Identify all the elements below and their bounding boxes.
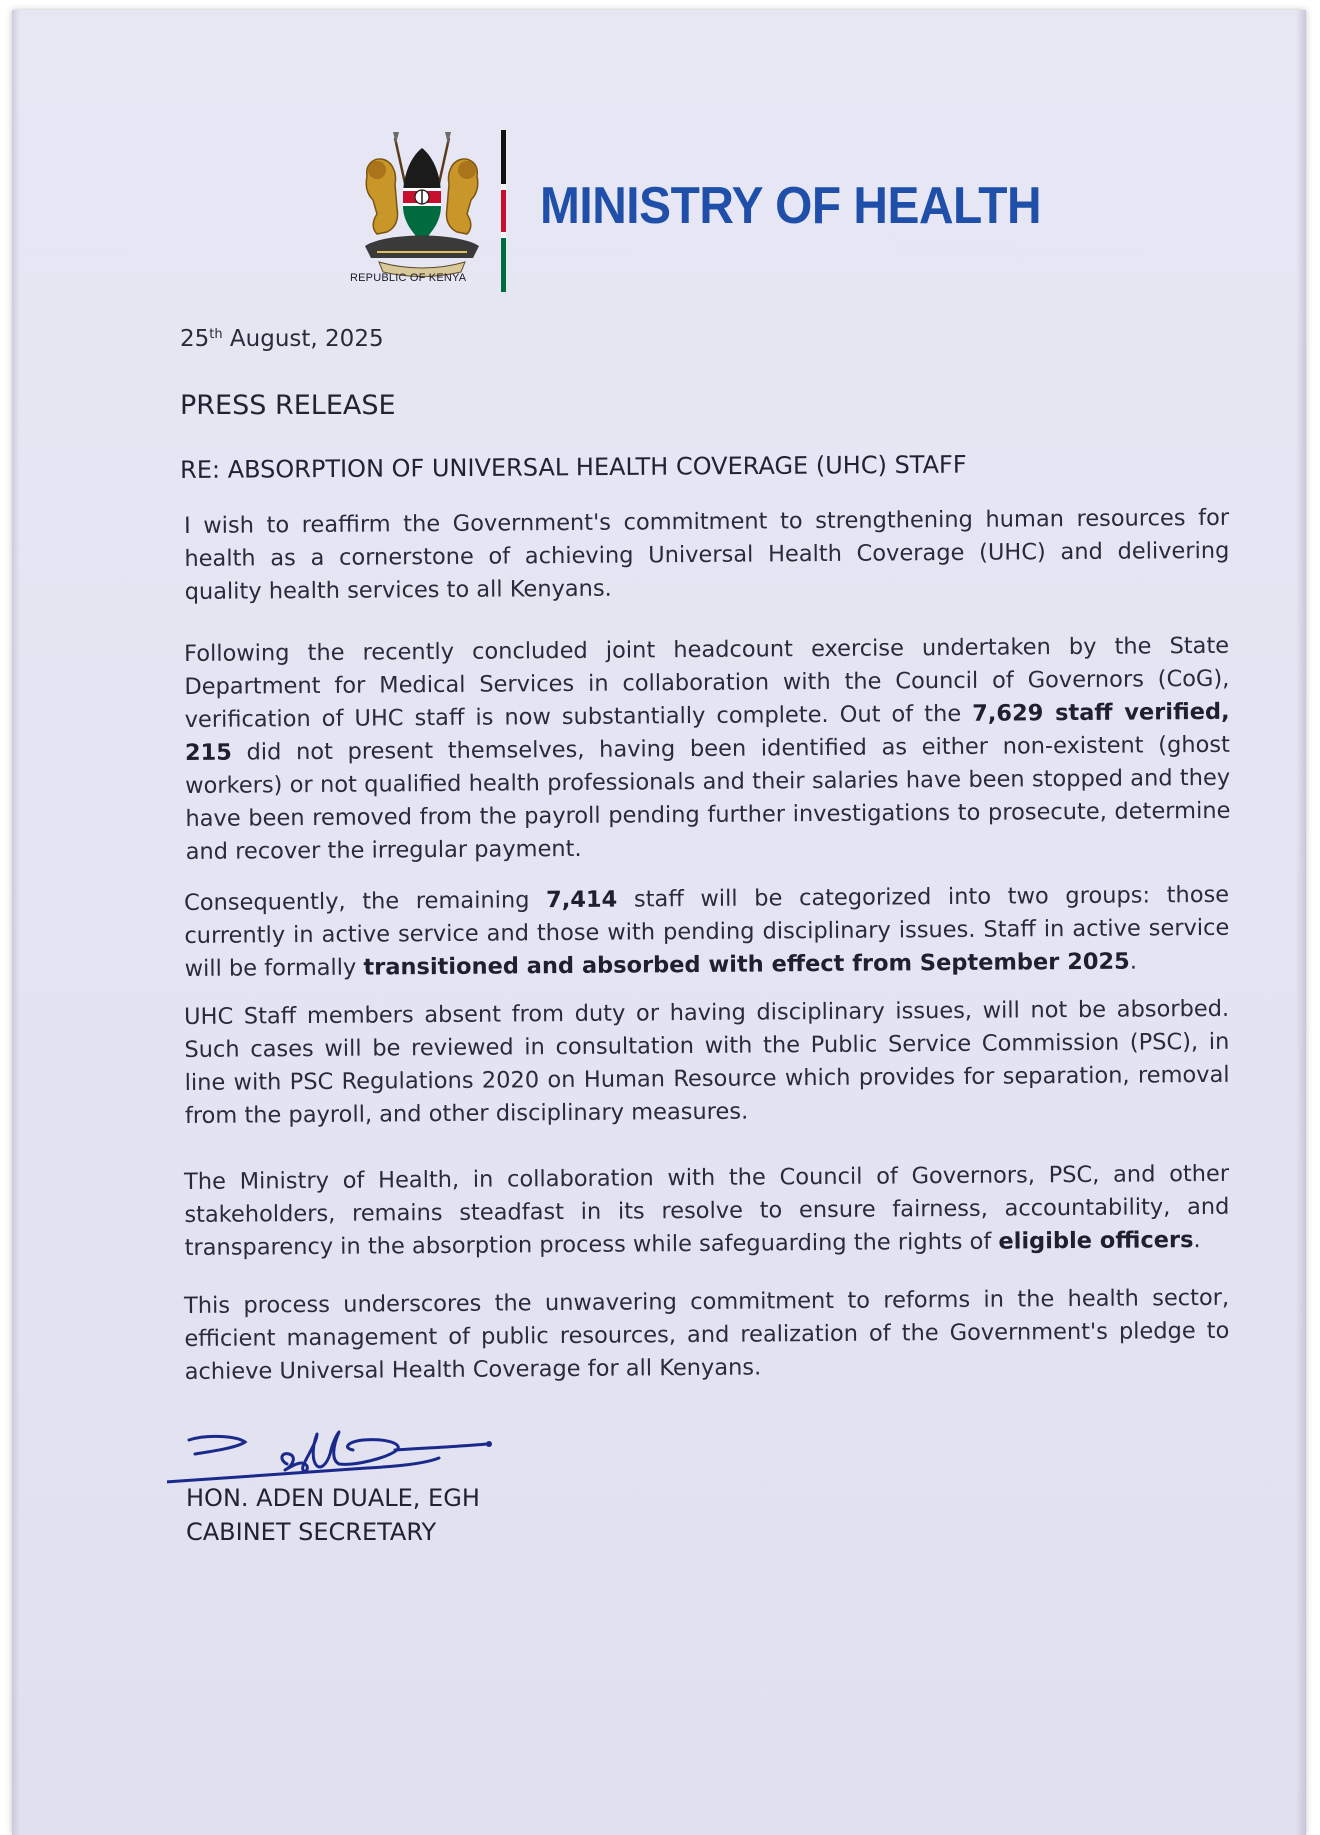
ministry-title: MINISTRY OF HEALTH [540, 177, 1042, 235]
paragraph-3-start: Consequently, the remaining [184, 887, 547, 916]
document-heading: PRESS RELEASE [180, 390, 396, 421]
date-day: 25 [180, 326, 210, 352]
paragraph-5 [184, 1158, 1230, 1265]
paragraph-5-end: . [1193, 1227, 1201, 1254]
paragraph-2-start: Following the recently concluded joint headcount exercise undertaken by the State Department for Medical Services in collaboration with the Council of Governors (CoG), verification of UHC staff is now substantially complete. Out of the [184, 632, 1230, 733]
paragraph-1: I wish to reaffirm the Government's commitment to strengthening human resources for health as a cornerstone of achieving Universal Health Coverage (UHC) and delivering quality health services to all Kenyans. [184, 504, 1230, 605]
staff-verified-figures: 7,629 staff verified, 215 [184, 698, 1230, 766]
remaining-staff-figure: 7,414 [546, 886, 618, 914]
flag-black-segment [501, 130, 506, 184]
paragraph-3-mid: staff will be categorized into two groups: those currently in active service and those with pending disciplinary issues. Staff in active service will be formally [184, 881, 1230, 982]
document-page [12, 10, 1306, 1835]
eligible-officers-emphasis: eligible officers [998, 1227, 1194, 1255]
flag-divider-bar [501, 130, 506, 292]
subject-line: RE: ABSORPTION OF UNIVERSAL HEALTH COVERAGE (UHC) STAFF [180, 450, 967, 484]
paragraph-4: UHC Staff members absent from duty or having disciplinary issues, will not be absorbed. Such cases will be reviewed in consultation with the Public Service Commission (PSC), in line with PSC Regulations 2020 on Human Resource which provides for separation, removal from the payroll, and other disciplinary measures. [184, 995, 1230, 1129]
paragraph-3 [184, 879, 1230, 986]
paragraph-3-end: . [1129, 948, 1138, 975]
date-suffix: th [209, 327, 223, 342]
letter-date [180, 326, 384, 352]
paragraph-2-end: did not present themselves, having been identified as either non-existent (ghost workers) or not qualified health professionals and their salaries have been stopped and they have been removed from the payroll pending further investigations to prosecute, determine and recover the irregular payment. [185, 731, 1231, 865]
date-month-year: August, 2025 [222, 326, 384, 352]
signatory-name: HON. ADEN DUALE, EGH [186, 1484, 480, 1512]
coat-of-arms-emblem [357, 128, 487, 278]
flag-red-segment [501, 190, 506, 232]
absorption-effective-date: transitioned and absorbed with effect from September 2025 [363, 948, 1130, 981]
flag-green-segment [501, 238, 506, 292]
signatory-title: CABINET SECRETARY [186, 1518, 437, 1546]
paragraph-6: This process underscores the unwavering commitment to reforms in the health sector, efficient management of public resources, and realization of the Government's pledge to achieve Universal Health Coverage for all Kenyans. [184, 1284, 1230, 1385]
paragraph-5-start: The Ministry of Health, in collaboration with the Council of Governors, PSC, and other stakeholders, remains steadfast in its resolve to ensure fairness, accountability, and transparency in the absorption process while safeguarding the rights of [184, 1160, 1230, 1261]
coat-of-arms-caption: REPUBLIC OF KENYA [350, 272, 467, 284]
paragraph-2 [184, 630, 1231, 869]
